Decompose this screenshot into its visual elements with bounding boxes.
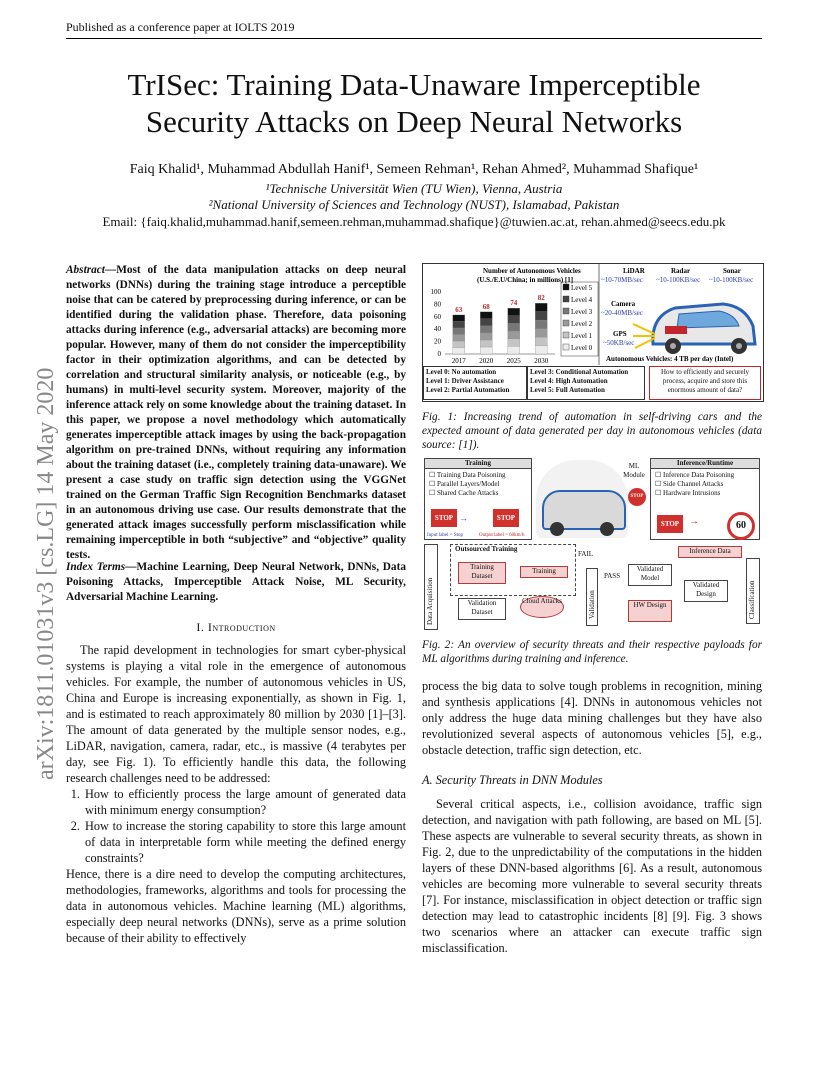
threat-label: Shared Cache Attacks [437, 489, 499, 497]
bar-segment [480, 312, 492, 319]
sensor-rate: ~20-40MB/sec [601, 309, 643, 317]
legend-swatch [563, 320, 569, 326]
bar-segment [453, 328, 465, 335]
level-0: Level 0: No automation [426, 368, 497, 376]
threat-label: Training Data Poisoning [436, 471, 506, 479]
car-with-ml-module-icon [536, 460, 628, 538]
stop-sign-icon: STOP [657, 515, 683, 533]
intro-text [66, 642, 406, 946]
sensor-rate: ~10-100KB/sec [656, 276, 701, 284]
sensor-name: LiDAR [623, 267, 645, 275]
bar-segment [480, 340, 492, 347]
sensor-name: Radar [671, 267, 691, 275]
y-tick-label: 0 [437, 350, 441, 358]
right-column-text-2 [422, 796, 762, 956]
output-label: Output label = 60km/h [479, 533, 525, 538]
y-tick-label: 40 [434, 325, 441, 334]
bar-segment [535, 312, 547, 320]
autonomous-car-illustration [633, 304, 755, 354]
section-heading [66, 620, 406, 635]
title-line-1: TrISec: Training Data-Unaware Imperceptible [127, 67, 701, 102]
sensor-name: GPS [613, 330, 627, 338]
ml-module-label: ML Module [623, 462, 645, 479]
arxiv-stamp [33, 280, 69, 780]
bar-segment [508, 331, 520, 339]
inference-title: Inference/Runtime [651, 459, 759, 469]
cloud-attacks-icon: Cloud Attacks [520, 596, 564, 618]
bar-segment [453, 321, 465, 328]
bar-segment [508, 339, 520, 347]
training-threats-box [424, 458, 532, 540]
bar-segment [480, 326, 492, 333]
validation-box [586, 568, 598, 626]
figure-1-caption: Fig. 1: Increasing trend of automation in self-driving cars and the expected amount of data generated per day in autonomous vehicles (data source: [1]). [422, 411, 762, 451]
y-tick-label: 80 [434, 300, 441, 309]
threat-label: Inference Data Poisoning [663, 471, 735, 479]
paper-title [66, 66, 762, 140]
bar-segment [453, 334, 465, 341]
legend-swatch [563, 296, 569, 302]
sensor-rate: ~10-100KB/sec [709, 276, 754, 284]
legend-label: Level 5 [571, 284, 593, 292]
abstract [66, 263, 406, 563]
data-acquisition-box [424, 544, 438, 630]
arrow-icon: → [459, 513, 468, 523]
right-paragraph-2: Several critical aspects, i.e., collision avoidance, traffic sign detection, and navigation with path following, are based on ML [5]. These aspects are vulnerable to several security threats, as shown in Fig. 2, due to the unpredictability of the computations in the hidden layers of these DNN-based algorithms [6]. As a result, autonomous vehicles are becoming more vulnerable to several security threats [7]. For instance, misclassification in object detection or traffic sign detection may lead to catastrophic incidents [8] [9]. Fig. 3 shows two scenarios where an attacker can execute traffic sign misclassification. [422, 797, 762, 955]
hw-design-box: HW Design [628, 600, 672, 622]
bar-segment [453, 341, 465, 348]
x-tick-label: 2025 [506, 357, 521, 365]
bar [480, 312, 492, 354]
figure-1 [422, 263, 764, 402]
autonomous-note: Autonomous Vehicles: 4 TB per day (Intel) [606, 355, 734, 363]
data-question-box: How to efficiently and securely process, acquire and store this enormous amount of data? [649, 366, 761, 400]
sensor-rate: ~10-70MB/sec [601, 276, 643, 284]
data-label: 82 [537, 294, 545, 303]
threat-item: ☐ Parallel Layers/Model [429, 480, 500, 488]
authors: Faiq Khalid¹, Muhammad Abdullah Hanif¹, Semeen Rehman¹, Rehan Ahmed², Muhammad Shafique¹ [129, 162, 699, 177]
legend-swatch [563, 344, 569, 350]
bar-segment [535, 346, 547, 354]
training-title: Training [425, 459, 531, 469]
header-rule [66, 38, 762, 39]
x-tick-label: 2020 [479, 357, 494, 365]
fail-label: FAIL [578, 550, 594, 558]
bar-chart [431, 288, 556, 365]
email-line: Email: {faiq.khalid,muhammad.hanif,semeen.rehman,muhammad.shafique}@tuwien.ac.at, rehan.ahmed@seecs.edu.pk [102, 214, 726, 229]
y-tick-label: 60 [434, 312, 441, 321]
level-3: Level 3: Conditional Automation [530, 368, 629, 376]
y-tick-label: 100 [430, 288, 441, 296]
list-item: 2. How to increase the storing capability to store this large amount of data in interpretable form while meeting the defined energy constraints? [83, 818, 406, 866]
level-1: Level 1: Driver Assistance [426, 377, 504, 385]
chart-subtitle: (U.S./E.U/China; in millions) [1] [477, 276, 574, 284]
threat-label: Side Channel Attacks [663, 480, 724, 488]
bar-segment [535, 337, 547, 345]
title-line-2: Security Attacks on Deep Neural Networks [145, 104, 683, 139]
legend-label: Level 3 [571, 308, 593, 316]
bar-segment [480, 333, 492, 340]
figure-2 [422, 458, 762, 630]
levels-col-2 [527, 366, 645, 400]
sensor-name: Camera [611, 300, 636, 308]
index-terms [66, 560, 406, 605]
validation-label: Validation [588, 590, 596, 619]
x-tick-label: 2017 [451, 357, 466, 365]
affiliation-2: ²National University of Sciences and Technology (NUST), Islamabad, Pakistan [208, 197, 620, 212]
index-terms-label: Index Terms [66, 561, 126, 573]
training-dataset-box: Training Dataset [458, 562, 506, 584]
bar [508, 308, 520, 354]
classification-box [746, 558, 760, 624]
section-title: Introduction [207, 620, 276, 634]
intro-paragraph-1: The rapid development in technologies for smart cyber-physical systems is playing a vital role in the emergence of autonomous vehicles. For example, the number of autonomous vehicles in US, China and Europe is increasing exponentially, as shown in Fig. 1, and is estimated to reach approximately 80 million by 2030 [1]–[3]. The amount of data generated by the multiple sensor nodes, e.g., LiDAR, navigation, camera, radar, etc., is massive (4 terabytes per day, see Fig. 1). To efficiently handle this data, the following research challenges need to be addressed: [66, 643, 406, 785]
bar-segment [535, 303, 547, 311]
chart-legend [561, 282, 598, 356]
legend-swatch [563, 332, 569, 338]
levels-col-1 [423, 366, 527, 400]
abstract-text: —Most of the data manipulation attacks on deep neural networks (DNNs) during the training stage introduce a perceptible noise that can be catered by preprocessing during inference, or can be identified during the validation phase. Therefore, data poisoning attacks during inference (e.g., adversarial attacks) are becoming more popular. However, many of them do not consider the imperceptibility factor in their optimization algorithms, and can be detected by correlation and structural similarity analysis, or noticeable (e.g., by humans) in multi-level security system. Moreover, majority of the inference attack rely on some knowledge about the training dataset. In this paper, we propose a novel methodology which automatically generates imperceptible attack images by using the back-propagation algorithm on pre-trained DNNs, without requiring any information about the training dataset (i.e., completely training data-unaware). We present a case study on traffic sign detection using the VGGNet trained on the German Traffic Sign Recognition Benchmarks dataset in an autonomous driving use case. Our results demonstrate that the generated attack images successfully perform misclassification while remaining imperceptible in both “subjective” and “objective” quality tests. [66, 264, 406, 561]
subsection-heading: A. Security Threats in DNN Modules [422, 773, 603, 787]
section-number: I. [196, 620, 205, 634]
legend-label: Level 1 [571, 332, 593, 340]
threat-item: ☐ Side Channel Attacks [655, 480, 724, 488]
input-label: Input label = Stop [427, 533, 464, 538]
threat-item: ☐ Training Data Poisoning [429, 471, 506, 479]
pass-label: PASS [604, 572, 621, 580]
running-header: Published as a conference paper at IOLTS 2019 [66, 20, 295, 34]
training-block: Training [520, 566, 568, 578]
threat-item: ☐ Shared Cache Attacks [429, 489, 499, 497]
data-label: 74 [510, 299, 518, 308]
list-item: 1. How to efficiently process the large amount of generated data with minimum energy consumption? [83, 786, 406, 818]
inference-data-box: Inference Data [678, 546, 742, 558]
legend-label: Level 0 [571, 344, 593, 352]
figure-2-caption: Fig. 2: An overview of security threats and their respective payloads for ML algorithms during training and inference. [422, 639, 762, 665]
abstract-label: Abstract [66, 264, 105, 276]
data-label: 68 [482, 302, 490, 311]
chart-title: Number of Autonomous Vehicles [483, 267, 581, 275]
speed-limit-sign-icon: 60 [727, 512, 755, 540]
bar-segment [453, 347, 465, 354]
wheel-icon [550, 522, 564, 536]
bar-segment [535, 320, 547, 328]
stop-sign-icon: STOP [431, 509, 457, 527]
bar [535, 303, 547, 354]
outsourced-title: Outsourced Training [455, 545, 518, 553]
intro-paragraph-2: Hence, there is a dire need to develop the computing architectures, methodologies, frameworks, algorithms and tools for processing the data in autonomous vehicles. Machine learning (ML) algorithms, especially deep neural networks (DNNs), serve as a prime solution because of their ability to effectively [66, 867, 406, 945]
bar-segment [480, 319, 492, 326]
threat-label: Hardware Intrusions [663, 489, 721, 497]
validated-design-box: Validated Design [684, 580, 728, 602]
legend-swatch [563, 308, 569, 314]
index-terms-text: —Machine Learning, Deep Neural Network, DNNs, Data Poisoning Attacks, Imperceptible Attack Noise, ML Security, Adversarial Machine Learning. [66, 561, 406, 603]
legend-swatch [563, 284, 569, 290]
bar-segment [535, 329, 547, 337]
arrow-icon: → [689, 516, 699, 527]
affiliation-1: ¹Technische Universität Wien (TU Wien), Vienna, Austria [265, 181, 563, 196]
bar-segment [453, 315, 465, 322]
right-paragraph-1: process the big data to solve tough problems in recognition, mining and synthesis applications [4]. DNNs in autonomous vehicles not only address the huge data mining challenges but they have also revolutionized several aspects of autonomous vehicles [5], e.g., obstacle detection, traffic sign detection, etc. [422, 679, 762, 757]
y-tick-label: 20 [434, 337, 441, 346]
data-label: 63 [455, 305, 463, 314]
threat-label: Parallel Layers/Model [437, 480, 500, 488]
stop-sign-icon: STOP [628, 488, 646, 506]
threat-item: ☐ Inference Data Poisoning [655, 471, 735, 479]
legend-label: Level 2 [571, 320, 593, 328]
legend-label: Level 4 [571, 296, 593, 304]
level-5: Level 5: Full Automation [530, 386, 605, 394]
bar-segment [480, 347, 492, 354]
classification-label: Classification [748, 580, 756, 619]
data-acquisition-label: Data Acquisition [426, 577, 434, 625]
validation-dataset-box: Validation Dataset [458, 598, 506, 620]
research-challenges-list [66, 786, 406, 866]
wheel-icon [600, 522, 614, 536]
right-column-text [422, 678, 762, 758]
validated-model-box: Validated Model [628, 564, 672, 586]
sensor-rate: ~50KB/sec [603, 339, 635, 347]
arxiv-id: arXiv:1811.01031v3 [cs.LG] 14 May 2020 [33, 367, 59, 780]
sensor-name: Sonar [723, 267, 741, 275]
bar-segment [508, 316, 520, 324]
level-2: Level 2: Partial Automation [426, 386, 510, 394]
level-4: Level 4: High Automation [530, 377, 608, 385]
bar-segment [508, 308, 520, 316]
bar [453, 315, 465, 354]
bar-segment [508, 323, 520, 331]
stop-sign-icon: STOP [493, 509, 519, 527]
x-tick-label: 2030 [534, 357, 549, 365]
inference-threats-box [650, 458, 760, 540]
bar-segment [508, 346, 520, 354]
threat-item: ☐ Hardware Intrusions [655, 489, 721, 497]
